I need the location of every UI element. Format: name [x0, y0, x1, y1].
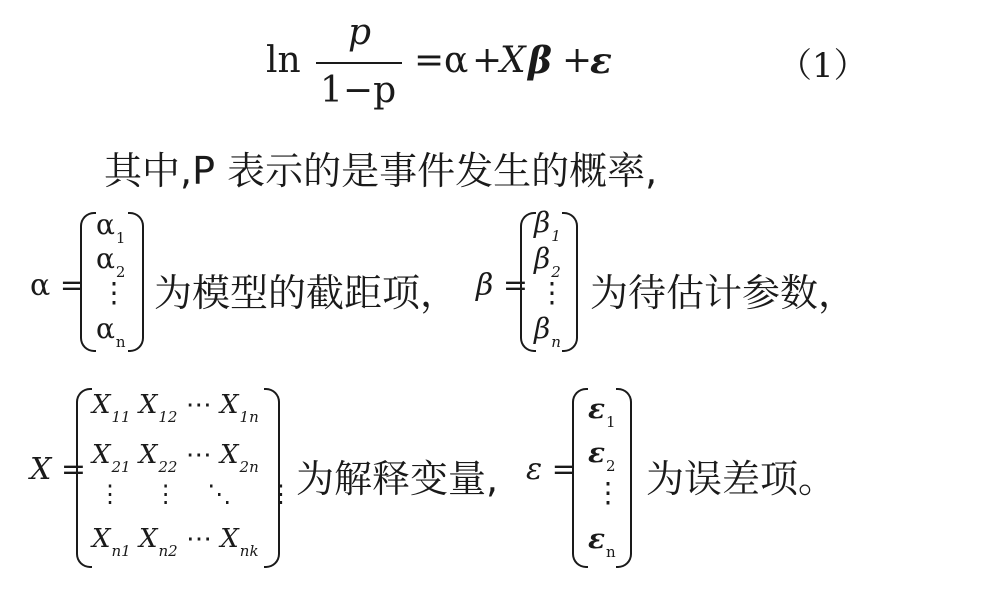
plus-sign: +	[472, 40, 503, 81]
alpha-caption: 为模型的截距项，	[154, 271, 459, 315]
fraction-bar	[316, 62, 402, 64]
beta-entry: $\beta_n$	[534, 312, 561, 351]
matrix-row: $X_{21}$ $X_{22}$ ⋯ $X_{2n}$	[92, 440, 259, 476]
epsilon-entry: $\varepsilon_2$	[588, 436, 616, 475]
x-caption: 为解释变量,	[296, 457, 499, 501]
beta-entry: $\beta_2$	[534, 242, 561, 281]
left-paren	[76, 388, 92, 568]
matrix-row: $X_{n1}$ $X_{n2}$ ⋯ $X_{nk}$	[92, 524, 259, 560]
alpha-entry: $\alpha_2$	[96, 242, 126, 281]
fraction-denominator: 1−p	[320, 70, 397, 111]
plus-sign: +	[562, 40, 593, 81]
x-symbol: X	[500, 40, 526, 81]
matrix-dots-row: ⋮ ⋮ ⋱ ⋮	[98, 480, 293, 508]
alpha-entry: $\alpha_1$	[96, 208, 126, 247]
vertical-dots: ⋮	[538, 276, 566, 309]
fraction-numerator: p	[348, 12, 372, 53]
epsilon-entry: $\varepsilon_n$	[588, 522, 616, 561]
right-paren	[264, 388, 280, 568]
vertical-dots: ⋮	[594, 476, 622, 509]
equation-number: （1）	[778, 46, 868, 86]
beta-label: β =	[476, 268, 529, 303]
beta-entry: $\beta_1$	[534, 206, 561, 245]
beta-caption: 为待估计参数，	[590, 271, 857, 315]
left-paren	[80, 212, 96, 352]
x-label: X =	[30, 452, 87, 487]
matrix-row: $X_{11}$ $X_{12}$ ⋯ $X_{1n}$	[92, 390, 259, 426]
vertical-dots: ⋮	[100, 276, 128, 309]
equals-sign: =	[414, 40, 445, 81]
ln-operator: ln	[266, 40, 301, 81]
alpha-entry: $\alpha_n$	[96, 312, 126, 351]
beta-symbol: β	[528, 40, 552, 82]
paragraph-probability: 其中,P 表示的是事件发生的概率,	[104, 149, 658, 193]
alpha-symbol: α	[444, 40, 469, 81]
epsilon-symbol: ε	[590, 40, 612, 82]
epsilon-label: ε =	[526, 452, 577, 487]
alpha-label: α =	[30, 268, 85, 303]
epsilon-caption: 为误差项。	[646, 457, 837, 501]
left-paren	[572, 388, 588, 568]
epsilon-entry: $\varepsilon_1$	[588, 392, 616, 431]
right-paren	[128, 212, 144, 352]
